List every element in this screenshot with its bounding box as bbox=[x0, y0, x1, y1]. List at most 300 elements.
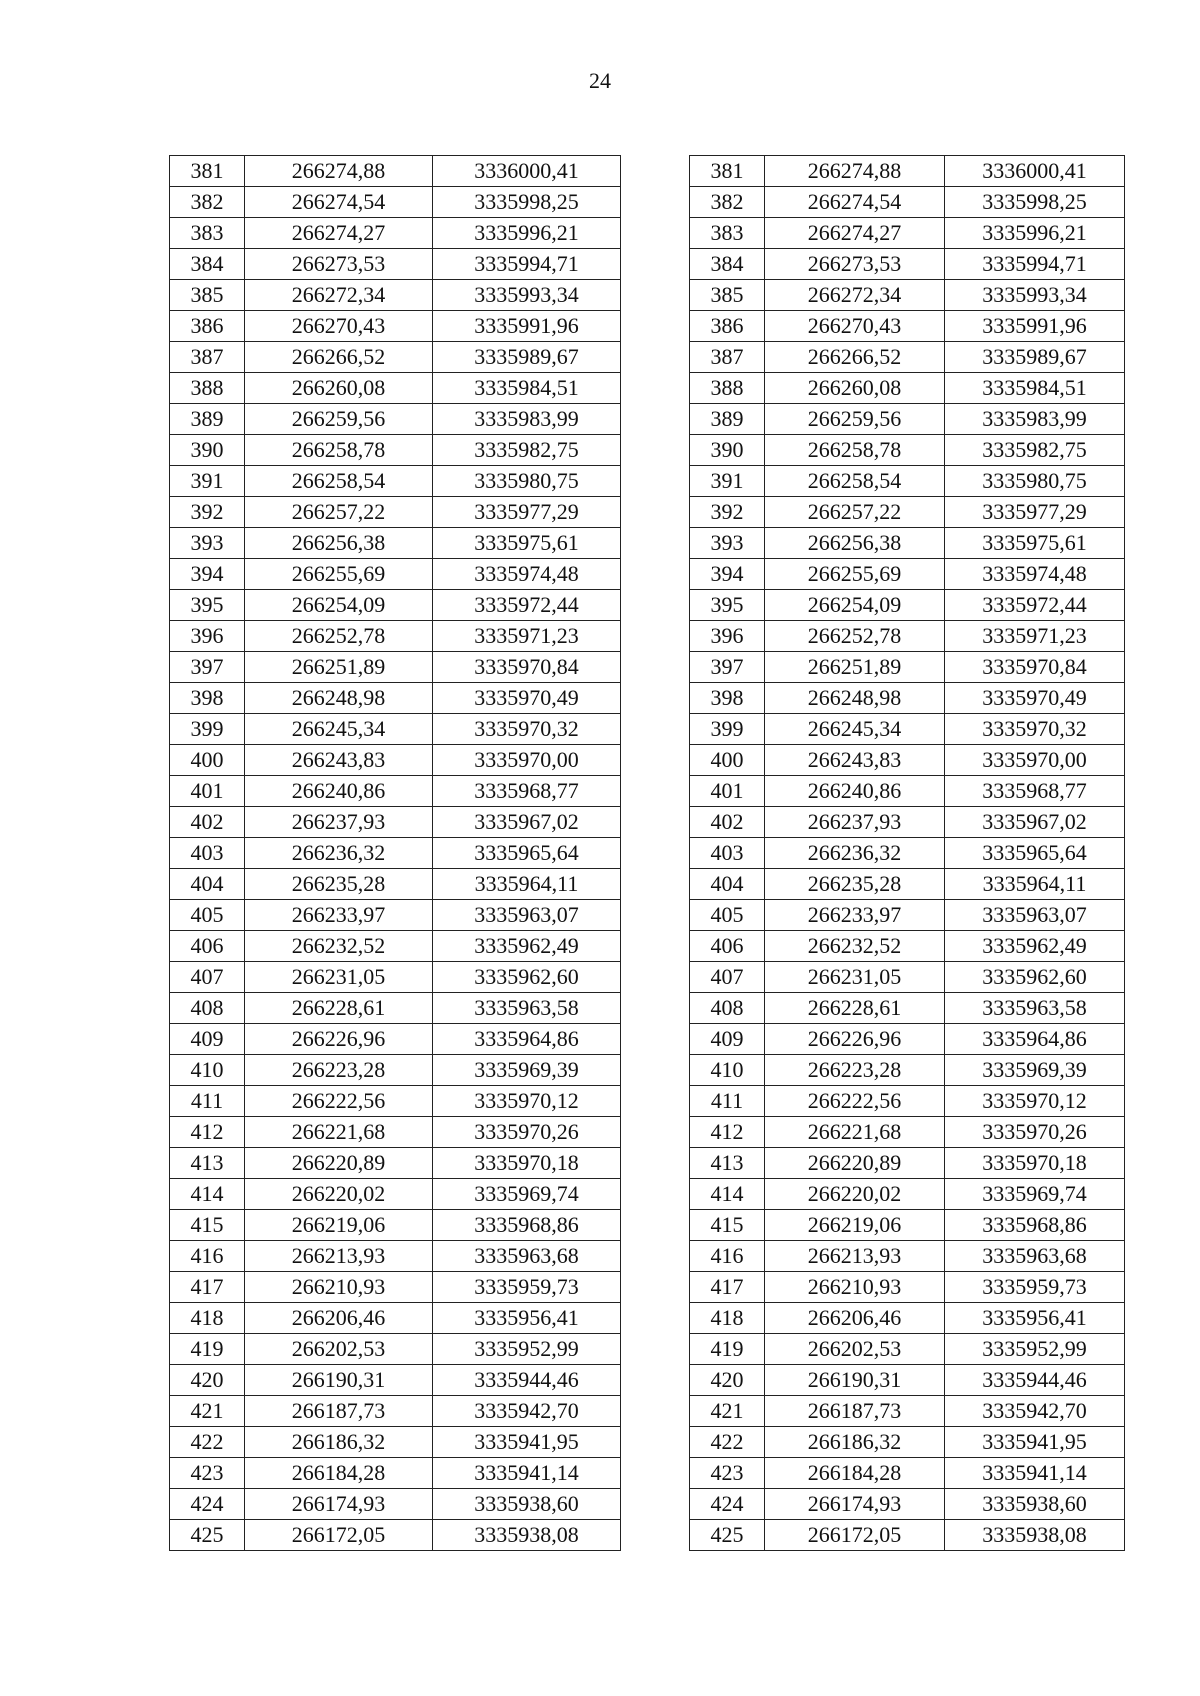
y-coordinate-cell: 3335963,07 bbox=[945, 900, 1125, 931]
table-row bbox=[170, 1520, 621, 1551]
y-coordinate-cell: 3335982,75 bbox=[945, 435, 1125, 466]
x-coordinate-cell: 266235,28 bbox=[765, 869, 945, 900]
point-number-cell: 385 bbox=[690, 280, 765, 311]
x-coordinate-cell: 266228,61 bbox=[245, 993, 433, 1024]
x-coordinate-cell: 266240,86 bbox=[245, 776, 433, 807]
x-coordinate-cell: 266273,53 bbox=[765, 249, 945, 280]
point-number-cell: 384 bbox=[690, 249, 765, 280]
point-number-cell: 417 bbox=[170, 1272, 245, 1303]
x-coordinate-cell: 266258,78 bbox=[765, 435, 945, 466]
point-number-cell: 395 bbox=[170, 590, 245, 621]
point-number-cell: 393 bbox=[170, 528, 245, 559]
x-coordinate-cell: 266219,06 bbox=[765, 1210, 945, 1241]
x-coordinate-cell: 266258,54 bbox=[765, 466, 945, 497]
y-coordinate-cell: 3335970,00 bbox=[945, 745, 1125, 776]
x-coordinate-cell: 266274,54 bbox=[765, 187, 945, 218]
x-coordinate-cell: 266190,31 bbox=[245, 1365, 433, 1396]
table-row bbox=[690, 1520, 1125, 1551]
x-coordinate-cell: 266202,53 bbox=[765, 1334, 945, 1365]
x-coordinate-cell: 266184,28 bbox=[765, 1458, 945, 1489]
table-row bbox=[170, 1148, 621, 1179]
point-number-cell: 392 bbox=[170, 497, 245, 528]
y-coordinate-cell: 3335969,74 bbox=[945, 1179, 1125, 1210]
y-coordinate-cell: 3335970,00 bbox=[433, 745, 621, 776]
y-coordinate-cell: 3335972,44 bbox=[433, 590, 621, 621]
y-coordinate-cell: 3335969,39 bbox=[433, 1055, 621, 1086]
y-coordinate-cell: 3335941,14 bbox=[433, 1458, 621, 1489]
x-coordinate-cell: 266220,89 bbox=[245, 1148, 433, 1179]
point-number-cell: 391 bbox=[690, 466, 765, 497]
table-row bbox=[690, 466, 1125, 497]
x-coordinate-cell: 266186,32 bbox=[765, 1427, 945, 1458]
point-number-cell: 398 bbox=[690, 683, 765, 714]
table-row bbox=[170, 559, 621, 590]
y-coordinate-cell: 3335994,71 bbox=[945, 249, 1125, 280]
y-coordinate-cell: 3335959,73 bbox=[433, 1272, 621, 1303]
point-number-cell: 414 bbox=[690, 1179, 765, 1210]
x-coordinate-cell: 266187,73 bbox=[245, 1396, 433, 1427]
y-coordinate-cell: 3335980,75 bbox=[433, 466, 621, 497]
table-row bbox=[170, 962, 621, 993]
point-number-cell: 408 bbox=[690, 993, 765, 1024]
point-number-cell: 419 bbox=[690, 1334, 765, 1365]
table-row bbox=[690, 1303, 1125, 1334]
y-coordinate-cell: 3335996,21 bbox=[433, 218, 621, 249]
y-coordinate-cell: 3335938,60 bbox=[433, 1489, 621, 1520]
x-coordinate-cell: 266233,97 bbox=[245, 900, 433, 931]
y-coordinate-cell: 3335938,60 bbox=[945, 1489, 1125, 1520]
x-coordinate-cell: 266232,52 bbox=[245, 931, 433, 962]
x-coordinate-cell: 266223,28 bbox=[245, 1055, 433, 1086]
table-row bbox=[170, 714, 621, 745]
table-row bbox=[690, 156, 1125, 187]
x-coordinate-cell: 266259,56 bbox=[245, 404, 433, 435]
point-number-cell: 384 bbox=[170, 249, 245, 280]
table-row bbox=[690, 1427, 1125, 1458]
y-coordinate-cell: 3335956,41 bbox=[945, 1303, 1125, 1334]
table-row bbox=[690, 590, 1125, 621]
table-row bbox=[170, 993, 621, 1024]
point-number-cell: 411 bbox=[690, 1086, 765, 1117]
x-coordinate-cell: 266274,88 bbox=[765, 156, 945, 187]
y-coordinate-cell: 3335965,64 bbox=[945, 838, 1125, 869]
point-number-cell: 414 bbox=[170, 1179, 245, 1210]
y-coordinate-cell: 3335991,96 bbox=[945, 311, 1125, 342]
table-row bbox=[690, 435, 1125, 466]
point-number-cell: 382 bbox=[690, 187, 765, 218]
point-number-cell: 409 bbox=[170, 1024, 245, 1055]
point-number-cell: 382 bbox=[170, 187, 245, 218]
y-coordinate-cell: 3335963,07 bbox=[433, 900, 621, 931]
point-number-cell: 409 bbox=[690, 1024, 765, 1055]
y-coordinate-cell: 3335968,86 bbox=[945, 1210, 1125, 1241]
table-row bbox=[170, 838, 621, 869]
table-row bbox=[690, 652, 1125, 683]
x-coordinate-cell: 266219,06 bbox=[245, 1210, 433, 1241]
x-coordinate-cell: 266172,05 bbox=[245, 1520, 433, 1551]
point-number-cell: 418 bbox=[170, 1303, 245, 1334]
y-coordinate-cell: 3335952,99 bbox=[433, 1334, 621, 1365]
table-row bbox=[170, 683, 621, 714]
point-number-cell: 425 bbox=[690, 1520, 765, 1551]
x-coordinate-cell: 266255,69 bbox=[245, 559, 433, 590]
y-coordinate-cell: 3335975,61 bbox=[433, 528, 621, 559]
table-row bbox=[690, 838, 1125, 869]
y-coordinate-cell: 3335970,18 bbox=[433, 1148, 621, 1179]
y-coordinate-cell: 3335996,21 bbox=[945, 218, 1125, 249]
table-row bbox=[690, 714, 1125, 745]
table-row bbox=[170, 1117, 621, 1148]
table-row bbox=[690, 1024, 1125, 1055]
y-coordinate-cell: 3335963,58 bbox=[433, 993, 621, 1024]
point-number-cell: 401 bbox=[690, 776, 765, 807]
point-number-cell: 396 bbox=[690, 621, 765, 652]
x-coordinate-cell: 266272,34 bbox=[245, 280, 433, 311]
point-number-cell: 424 bbox=[170, 1489, 245, 1520]
y-coordinate-cell: 3335971,23 bbox=[945, 621, 1125, 652]
y-coordinate-cell: 3335962,49 bbox=[945, 931, 1125, 962]
table-row bbox=[170, 869, 621, 900]
point-number-cell: 390 bbox=[170, 435, 245, 466]
table-row bbox=[690, 900, 1125, 931]
point-number-cell: 406 bbox=[170, 931, 245, 962]
table-row bbox=[170, 807, 621, 838]
y-coordinate-cell: 3335970,12 bbox=[433, 1086, 621, 1117]
y-coordinate-cell: 3335983,99 bbox=[433, 404, 621, 435]
point-number-cell: 383 bbox=[690, 218, 765, 249]
y-coordinate-cell: 3335970,12 bbox=[945, 1086, 1125, 1117]
table-row bbox=[170, 1179, 621, 1210]
table-row bbox=[690, 1086, 1125, 1117]
y-coordinate-cell: 3335941,14 bbox=[945, 1458, 1125, 1489]
y-coordinate-cell: 3335952,99 bbox=[945, 1334, 1125, 1365]
y-coordinate-cell: 3335969,39 bbox=[945, 1055, 1125, 1086]
point-number-cell: 395 bbox=[690, 590, 765, 621]
x-coordinate-cell: 266210,93 bbox=[245, 1272, 433, 1303]
table-row bbox=[690, 776, 1125, 807]
point-number-cell: 381 bbox=[690, 156, 765, 187]
x-coordinate-cell: 266259,56 bbox=[765, 404, 945, 435]
y-coordinate-cell: 3335993,34 bbox=[433, 280, 621, 311]
point-number-cell: 392 bbox=[690, 497, 765, 528]
point-number-cell: 417 bbox=[690, 1272, 765, 1303]
table-row bbox=[690, 1117, 1125, 1148]
x-coordinate-cell: 266172,05 bbox=[765, 1520, 945, 1551]
table-row bbox=[170, 280, 621, 311]
point-number-cell: 400 bbox=[690, 745, 765, 776]
point-number-cell: 423 bbox=[170, 1458, 245, 1489]
table-row bbox=[170, 590, 621, 621]
x-coordinate-cell: 266245,34 bbox=[245, 714, 433, 745]
x-coordinate-cell: 266228,61 bbox=[765, 993, 945, 1024]
y-coordinate-cell: 3335941,95 bbox=[945, 1427, 1125, 1458]
y-coordinate-cell: 3335974,48 bbox=[945, 559, 1125, 590]
x-coordinate-cell: 266252,78 bbox=[245, 621, 433, 652]
y-coordinate-cell: 3335982,75 bbox=[433, 435, 621, 466]
x-coordinate-cell: 266233,97 bbox=[765, 900, 945, 931]
x-coordinate-cell: 266187,73 bbox=[765, 1396, 945, 1427]
y-coordinate-cell: 3336000,41 bbox=[945, 156, 1125, 187]
table-row bbox=[170, 1396, 621, 1427]
y-coordinate-cell: 3335970,32 bbox=[433, 714, 621, 745]
point-number-cell: 405 bbox=[690, 900, 765, 931]
y-coordinate-cell: 3335983,99 bbox=[945, 404, 1125, 435]
y-coordinate-cell: 3335968,77 bbox=[945, 776, 1125, 807]
x-coordinate-cell: 266243,83 bbox=[245, 745, 433, 776]
y-coordinate-cell: 3335962,49 bbox=[433, 931, 621, 962]
point-number-cell: 420 bbox=[690, 1365, 765, 1396]
point-number-cell: 411 bbox=[170, 1086, 245, 1117]
table-row bbox=[170, 1427, 621, 1458]
x-coordinate-cell: 266266,52 bbox=[765, 342, 945, 373]
x-coordinate-cell: 266232,52 bbox=[765, 931, 945, 962]
y-coordinate-cell: 3335967,02 bbox=[945, 807, 1125, 838]
table-row bbox=[690, 1489, 1125, 1520]
table-row bbox=[170, 404, 621, 435]
point-number-cell: 415 bbox=[690, 1210, 765, 1241]
y-coordinate-cell: 3335994,71 bbox=[433, 249, 621, 280]
table-row bbox=[690, 745, 1125, 776]
table-row bbox=[170, 1458, 621, 1489]
point-number-cell: 398 bbox=[170, 683, 245, 714]
y-coordinate-cell: 3335975,61 bbox=[945, 528, 1125, 559]
point-number-cell: 389 bbox=[690, 404, 765, 435]
y-coordinate-cell: 3335964,11 bbox=[433, 869, 621, 900]
y-coordinate-cell: 3335970,26 bbox=[433, 1117, 621, 1148]
y-coordinate-cell: 3335942,70 bbox=[433, 1396, 621, 1427]
table-row bbox=[690, 807, 1125, 838]
table-row bbox=[690, 621, 1125, 652]
point-number-cell: 390 bbox=[690, 435, 765, 466]
y-coordinate-cell: 3335969,74 bbox=[433, 1179, 621, 1210]
point-number-cell: 397 bbox=[690, 652, 765, 683]
table-row bbox=[170, 1086, 621, 1117]
x-coordinate-cell: 266251,89 bbox=[245, 652, 433, 683]
table-row bbox=[170, 1272, 621, 1303]
table-row bbox=[690, 497, 1125, 528]
point-number-cell: 401 bbox=[170, 776, 245, 807]
point-number-cell: 400 bbox=[170, 745, 245, 776]
x-coordinate-cell: 266221,68 bbox=[765, 1117, 945, 1148]
y-coordinate-cell: 3335970,49 bbox=[433, 683, 621, 714]
x-coordinate-cell: 266260,08 bbox=[765, 373, 945, 404]
table-row bbox=[170, 1055, 621, 1086]
point-number-cell: 383 bbox=[170, 218, 245, 249]
y-coordinate-cell: 3335970,26 bbox=[945, 1117, 1125, 1148]
table-row bbox=[170, 435, 621, 466]
y-coordinate-cell: 3335970,84 bbox=[433, 652, 621, 683]
x-coordinate-cell: 266231,05 bbox=[765, 962, 945, 993]
x-coordinate-cell: 266237,93 bbox=[765, 807, 945, 838]
coordinates-table-left bbox=[169, 155, 621, 1551]
point-number-cell: 425 bbox=[170, 1520, 245, 1551]
point-number-cell: 418 bbox=[690, 1303, 765, 1334]
x-coordinate-cell: 266237,93 bbox=[245, 807, 433, 838]
x-coordinate-cell: 266252,78 bbox=[765, 621, 945, 652]
x-coordinate-cell: 266184,28 bbox=[245, 1458, 433, 1489]
x-coordinate-cell: 266274,27 bbox=[245, 218, 433, 249]
y-coordinate-cell: 3336000,41 bbox=[433, 156, 621, 187]
table-row bbox=[690, 1458, 1125, 1489]
table-row bbox=[170, 311, 621, 342]
table-row bbox=[170, 1241, 621, 1272]
x-coordinate-cell: 266223,28 bbox=[765, 1055, 945, 1086]
point-number-cell: 421 bbox=[170, 1396, 245, 1427]
x-coordinate-cell: 266273,53 bbox=[245, 249, 433, 280]
table-row bbox=[170, 1334, 621, 1365]
x-coordinate-cell: 266248,98 bbox=[245, 683, 433, 714]
table-row bbox=[690, 280, 1125, 311]
y-coordinate-cell: 3335944,46 bbox=[945, 1365, 1125, 1396]
x-coordinate-cell: 266270,43 bbox=[765, 311, 945, 342]
x-coordinate-cell: 266222,56 bbox=[245, 1086, 433, 1117]
table-row bbox=[690, 1055, 1125, 1086]
y-coordinate-cell: 3335938,08 bbox=[945, 1520, 1125, 1551]
y-coordinate-cell: 3335984,51 bbox=[433, 373, 621, 404]
point-number-cell: 422 bbox=[690, 1427, 765, 1458]
point-number-cell: 416 bbox=[170, 1241, 245, 1272]
y-coordinate-cell: 3335977,29 bbox=[433, 497, 621, 528]
x-coordinate-cell: 266256,38 bbox=[765, 528, 945, 559]
x-coordinate-cell: 266236,32 bbox=[765, 838, 945, 869]
table-row bbox=[690, 1272, 1125, 1303]
table-row bbox=[170, 528, 621, 559]
point-number-cell: 410 bbox=[170, 1055, 245, 1086]
y-coordinate-cell: 3335964,11 bbox=[945, 869, 1125, 900]
table-row bbox=[690, 373, 1125, 404]
x-coordinate-cell: 266213,93 bbox=[245, 1241, 433, 1272]
y-coordinate-cell: 3335938,08 bbox=[433, 1520, 621, 1551]
point-number-cell: 413 bbox=[170, 1148, 245, 1179]
point-number-cell: 424 bbox=[690, 1489, 765, 1520]
point-number-cell: 386 bbox=[690, 311, 765, 342]
page-number: 24 bbox=[589, 68, 611, 93]
table-row bbox=[170, 249, 621, 280]
x-coordinate-cell: 266174,93 bbox=[245, 1489, 433, 1520]
table-row bbox=[690, 1179, 1125, 1210]
point-number-cell: 421 bbox=[690, 1396, 765, 1427]
x-coordinate-cell: 266220,89 bbox=[765, 1148, 945, 1179]
table-row bbox=[690, 404, 1125, 435]
y-coordinate-cell: 3335962,60 bbox=[433, 962, 621, 993]
x-coordinate-cell: 266243,83 bbox=[765, 745, 945, 776]
table-row bbox=[690, 528, 1125, 559]
y-coordinate-cell: 3335984,51 bbox=[945, 373, 1125, 404]
y-coordinate-cell: 3335970,32 bbox=[945, 714, 1125, 745]
point-number-cell: 404 bbox=[690, 869, 765, 900]
y-coordinate-cell: 3335980,75 bbox=[945, 466, 1125, 497]
point-number-cell: 420 bbox=[170, 1365, 245, 1396]
x-coordinate-cell: 266222,56 bbox=[765, 1086, 945, 1117]
table-row bbox=[690, 187, 1125, 218]
point-number-cell: 412 bbox=[170, 1117, 245, 1148]
point-number-cell: 407 bbox=[690, 962, 765, 993]
x-coordinate-cell: 266266,52 bbox=[245, 342, 433, 373]
coordinates-table-right bbox=[689, 155, 1125, 1551]
table-row bbox=[690, 962, 1125, 993]
table-row bbox=[170, 900, 621, 931]
x-coordinate-cell: 266206,46 bbox=[245, 1303, 433, 1334]
point-number-cell: 422 bbox=[170, 1427, 245, 1458]
table-row bbox=[690, 1210, 1125, 1241]
y-coordinate-cell: 3335968,86 bbox=[433, 1210, 621, 1241]
point-number-cell: 423 bbox=[690, 1458, 765, 1489]
x-coordinate-cell: 266231,05 bbox=[245, 962, 433, 993]
table-row bbox=[170, 1210, 621, 1241]
x-coordinate-cell: 266226,96 bbox=[765, 1024, 945, 1055]
x-coordinate-cell: 266245,34 bbox=[765, 714, 945, 745]
point-number-cell: 405 bbox=[170, 900, 245, 931]
table-row bbox=[170, 466, 621, 497]
point-number-cell: 402 bbox=[170, 807, 245, 838]
x-coordinate-cell: 266226,96 bbox=[245, 1024, 433, 1055]
y-coordinate-cell: 3335956,41 bbox=[433, 1303, 621, 1334]
table-row bbox=[690, 1396, 1125, 1427]
y-coordinate-cell: 3335998,25 bbox=[433, 187, 621, 218]
point-number-cell: 399 bbox=[690, 714, 765, 745]
x-coordinate-cell: 266210,93 bbox=[765, 1272, 945, 1303]
y-coordinate-cell: 3335941,95 bbox=[433, 1427, 621, 1458]
y-coordinate-cell: 3335989,67 bbox=[945, 342, 1125, 373]
table-row bbox=[690, 869, 1125, 900]
point-number-cell: 385 bbox=[170, 280, 245, 311]
table-row bbox=[690, 931, 1125, 962]
y-coordinate-cell: 3335963,68 bbox=[945, 1241, 1125, 1272]
table-row bbox=[170, 187, 621, 218]
table-row bbox=[170, 373, 621, 404]
x-coordinate-cell: 266255,69 bbox=[765, 559, 945, 590]
y-coordinate-cell: 3335963,68 bbox=[433, 1241, 621, 1272]
table-row bbox=[690, 1365, 1125, 1396]
x-coordinate-cell: 266220,02 bbox=[245, 1179, 433, 1210]
table-row bbox=[170, 1303, 621, 1334]
x-coordinate-cell: 266202,53 bbox=[245, 1334, 433, 1365]
x-coordinate-cell: 266251,89 bbox=[765, 652, 945, 683]
point-number-cell: 419 bbox=[170, 1334, 245, 1365]
table-row bbox=[690, 993, 1125, 1024]
point-number-cell: 415 bbox=[170, 1210, 245, 1241]
x-coordinate-cell: 266254,09 bbox=[765, 590, 945, 621]
y-coordinate-cell: 3335970,18 bbox=[945, 1148, 1125, 1179]
point-number-cell: 389 bbox=[170, 404, 245, 435]
point-number-cell: 388 bbox=[690, 373, 765, 404]
table-row bbox=[170, 652, 621, 683]
y-coordinate-cell: 3335972,44 bbox=[945, 590, 1125, 621]
point-number-cell: 412 bbox=[690, 1117, 765, 1148]
point-number-cell: 388 bbox=[170, 373, 245, 404]
point-number-cell: 394 bbox=[690, 559, 765, 590]
y-coordinate-cell: 3335977,29 bbox=[945, 497, 1125, 528]
y-coordinate-cell: 3335968,77 bbox=[433, 776, 621, 807]
table-row bbox=[690, 683, 1125, 714]
y-coordinate-cell: 3335965,64 bbox=[433, 838, 621, 869]
table-row bbox=[690, 1241, 1125, 1272]
x-coordinate-cell: 266272,34 bbox=[765, 280, 945, 311]
x-coordinate-cell: 266256,38 bbox=[245, 528, 433, 559]
point-number-cell: 387 bbox=[690, 342, 765, 373]
y-coordinate-cell: 3335989,67 bbox=[433, 342, 621, 373]
point-number-cell: 399 bbox=[170, 714, 245, 745]
point-number-cell: 404 bbox=[170, 869, 245, 900]
table-row bbox=[170, 156, 621, 187]
x-coordinate-cell: 266220,02 bbox=[765, 1179, 945, 1210]
point-number-cell: 416 bbox=[690, 1241, 765, 1272]
table-row bbox=[170, 1365, 621, 1396]
y-coordinate-cell: 3335991,96 bbox=[433, 311, 621, 342]
point-number-cell: 397 bbox=[170, 652, 245, 683]
point-number-cell: 394 bbox=[170, 559, 245, 590]
table-row bbox=[690, 218, 1125, 249]
